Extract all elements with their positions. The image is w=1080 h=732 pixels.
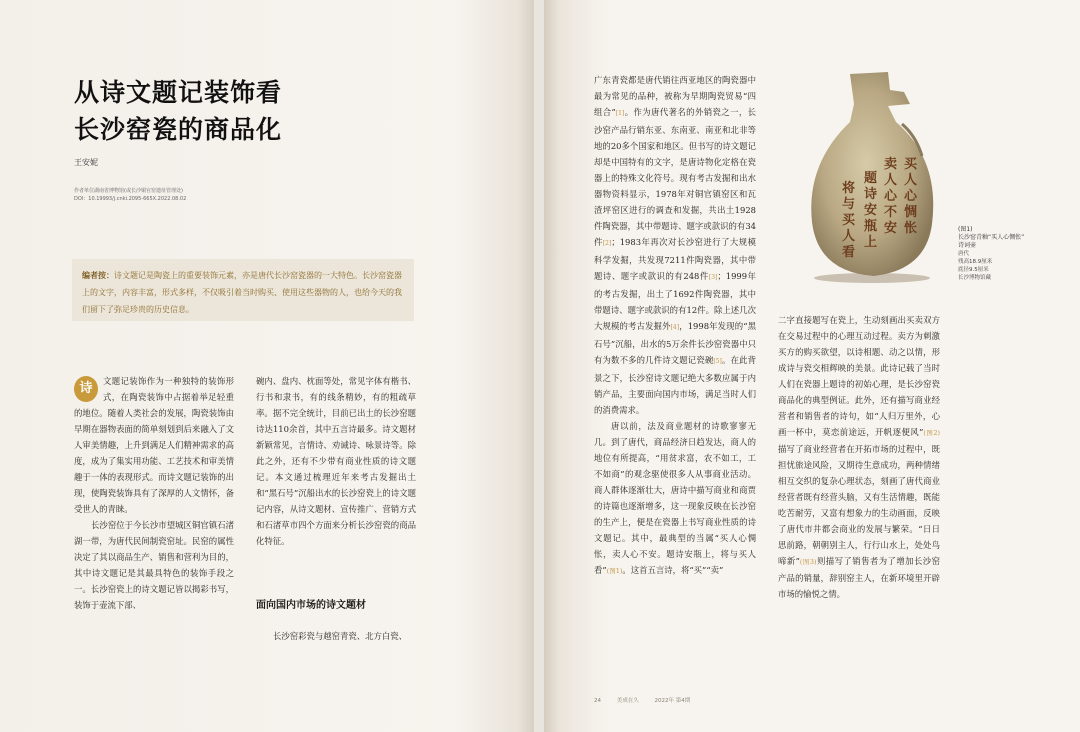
svg-text:心: 心 <box>884 189 898 204</box>
left-column-2-continued <box>256 628 416 644</box>
page-footer <box>594 696 704 704</box>
right-column-1 <box>594 72 756 579</box>
footnote-ref: [2] <box>602 240 612 247</box>
text-run: 。在此背景之下，长沙窑诗文题记绝大多数应属于内销产品，主要面向国内市场，满足当时人们的消费需求。 <box>594 355 757 415</box>
caption-dimension: 残高18.9厘米 <box>958 259 993 265</box>
svg-text:上: 上 <box>864 235 878 250</box>
paragraph: 碗内、盘内、枕面等处，常见字体有楷书、行书和隶书，有的线条精妙，有的粗疏草率。据不完全统计，目前已出土的长沙窑题诗达110余首，其中五言诗最多。诗文题材新颖常见，言情诗、劝诫诗、咏景诗等。除此之外，还有不少带有商业性质的诗文题记。本文通过梳理近年来考古发掘出土和“黑石号”沉船出水的长沙窑瓷上的诗文题记内容，从诗文题材、宣传推广、营销方式和石渚草市四个方面来分析长沙窑瓷的商品化特征。 <box>256 376 416 546</box>
svg-text:看: 看 <box>842 245 856 260</box>
right-page <box>544 0 1080 732</box>
caption-number: (图1) <box>958 226 973 233</box>
title-line-1: 从诗文题记装饰看 <box>74 78 283 107</box>
page-number: 24 <box>594 698 601 704</box>
paragraph-text: 文题记装饰作为一种独特的装饰形式，在陶瓷装饰中占据着举足轻重的地位。随着人类社会的发展，陶瓷装饰由早期在器物表面的简单刻划到后来融入了文人审美情趣，上升到满足人们精神需求的高度，成为了集实用功能、工艺技术和审美情趣于一体的表现形式。而诗文题记装饰的出现，使陶瓷装饰具有了深厚的人文情怀，备受世人的青睐。 <box>74 376 234 514</box>
text-run: ；1983年再次对长沙窑进行了大规模科学发掘，共发现7211件陶瓷器，其中带题诗、题字或款识的有248件 <box>594 237 756 281</box>
text-run: 则描写了销售者为了增加长沙窑产品的销量，辞别窑主人，在新环境里开辟市场的愉悦之情。 <box>778 556 940 599</box>
svg-text:买: 买 <box>842 213 856 228</box>
text-run: 描写了商业经营者在开拓市场的过程中，既担忧旅途风险，又期待生意成功，两种情绪相互交织的复杂心理状态，刻画了唐代商业经营者既有经营头脑，又有生活情趣，既能吃苦耐劳，又富有想象力的生动画面，反映了唐代市井都会商业的发展与繁荣。“日日思前路，朝朝别主人，行行山水上，处处鸟啼新” <box>778 444 940 566</box>
text-run: 唐以前，法及商业题材的诗歌寥寥无几。到了唐代，商品经济日趋发达，商人的地位有所提高，“用贫求富，农不如工，工不如商”的观念驱使很多人从事商业活动。商人群体逐渐壮大，唐诗中描写商业和商贾的诗篇也逐渐增多，这一现象反映在长沙窑的生产上，便是在瓷器上书写商业性质的诗文题记。其中，最典型的当属“买人心惆怅，卖人心不安。题诗安瓶上，将与买人看” <box>594 421 756 575</box>
paragraph <box>594 418 756 579</box>
editor-note-box <box>72 259 414 321</box>
paragraph <box>74 373 234 517</box>
issue-label: 2022年 第4期 <box>654 698 691 704</box>
left-column-2 <box>256 373 416 549</box>
footnote-ref: [1] <box>615 110 625 117</box>
caption-title-2: 诗词壶 <box>958 242 977 249</box>
svg-text:将: 将 <box>842 181 856 196</box>
caption-collection: 长沙博物馆藏 <box>958 275 992 281</box>
svg-text:人: 人 <box>842 229 856 244</box>
svg-text:惆: 惆 <box>904 205 918 220</box>
svg-text:卖: 卖 <box>884 157 898 172</box>
title-line-2: 长沙窑瓷的商品化 <box>74 115 283 144</box>
doi-text: DOI：10.19993/j.cnki.2095-665X.2022.08.02 <box>74 196 187 202</box>
paragraph: 长沙窑彩瓷与越窑青瓷、北方白瓷、 <box>273 631 407 641</box>
right-column-2 <box>778 312 940 602</box>
author-affiliation <box>74 187 186 203</box>
svg-text:心: 心 <box>904 189 918 204</box>
svg-text:瓶: 瓶 <box>864 219 878 234</box>
figure-ref: (图3) <box>799 558 817 566</box>
footnote-ref: [5] <box>713 358 722 365</box>
affiliation-text: 作者单位湖南省博物馆(或长沙铜官窑遗址管理处) <box>74 188 183 194</box>
dropcap: 诗 <box>74 376 98 402</box>
footnote-ref: [4] <box>670 324 680 331</box>
svg-text:不: 不 <box>884 205 898 220</box>
paragraph <box>778 312 940 602</box>
svg-text:怅: 怅 <box>904 221 918 236</box>
figure-ref: (图1) <box>606 567 623 575</box>
left-column-1 <box>74 373 234 613</box>
text-run: ；1999年的考古发掘，出土了1692件陶瓷器，其中带题诗、题字或款识的有12件。除上述几次大规模的考古发掘外 <box>594 271 756 331</box>
caption-era: 唐代 <box>958 251 970 257</box>
journal-name: 美成在久 <box>616 698 639 704</box>
vase-photo <box>792 64 952 284</box>
svg-text:人: 人 <box>884 173 898 188</box>
figure-caption <box>958 226 1024 282</box>
figure-ref: (图2) <box>923 429 941 437</box>
svg-text:安: 安 <box>864 203 878 218</box>
footnote-ref: [3] <box>708 274 718 281</box>
editor-note-text: 诗文题记是陶瓷上的重要装饰元素，亦是唐代长沙窑瓷器的一大特色。长沙窑瓷器上的文字，内容丰富，形式多样，不仅吸引着当时购买、使用这些器物的人，也给今天的我们留下了弥足珍贵的历史信息。 <box>82 271 402 314</box>
left-page <box>0 0 534 732</box>
svg-text:诗: 诗 <box>864 187 878 202</box>
text-run: ，1998年发现的“黑石号”沉船，出水的5万余件长沙窑瓷器中只有为数不多的几件诗文题记瓷碗 <box>594 321 756 365</box>
paragraph: 长沙窑位于今长沙市望城区铜官镇石渚湖一带，为唐代民间制瓷窑址。民窑的属性决定了其以商品生产、销售和营利为目的，其中诗文题记是其最具特色的装饰手段之一。长沙窑瓷上的诗文题记皆以揭彩书写，装饰于壶流下部、 <box>74 520 234 610</box>
caption-title: 长沙窑青釉“买人心惆怅” <box>958 234 1025 241</box>
text-run: 二字直接题写在瓷上，生动刻画出买卖双方在交易过程中的心理互动过程。卖方为刺激买方的购买欲望，以诗相题、动之以情，形成诗与瓷交相辉映的美景。此诗记载了当时人们在瓷器上题诗的初始心理，是长沙窑瓷商品化的典型例证。此外，还有描写商业经营者和销售者的诗句，如“人归万里外，心画一杯中，莫恋前途远，开帆逐便风” <box>778 315 940 437</box>
svg-text:人: 人 <box>904 173 918 188</box>
article-title <box>74 74 282 148</box>
svg-text:安: 安 <box>884 221 898 236</box>
section-heading: 面向国内市场的诗文题材 <box>256 600 366 611</box>
paragraph <box>594 72 756 418</box>
svg-text:题: 题 <box>864 171 878 186</box>
text-run: 。这首五言诗，将“买”“卖” <box>622 565 724 575</box>
editor-note-label: 编者按： <box>82 270 114 280</box>
svg-text:与: 与 <box>842 197 856 212</box>
author-name: 王安妮 <box>74 158 98 167</box>
text-run: 。作为唐代著名的外销瓷之一，长沙窑产品行销东亚、东南亚、南亚和北非等地的20多个国家和地区。但书写的诗文题记却是中国特有的文字，是唐诗物化定格在瓷器上的特殊文化符号。现有考古发掘和出水器物资料显示，1978年对铜官镇窑区和瓦渣坪窑区进行的调查和发掘，共出土1928件陶瓷器，其中带题诗、题字或款识的有34件 <box>594 107 756 247</box>
caption-dimension: 底径9.5厘米 <box>958 267 989 273</box>
svg-text:买: 买 <box>904 157 918 172</box>
text-run: 广东青瓷都是唐代销往西亚地区的陶瓷器中最为常见的品种，被称为早期陶瓷贸易“四组合” <box>594 75 756 117</box>
